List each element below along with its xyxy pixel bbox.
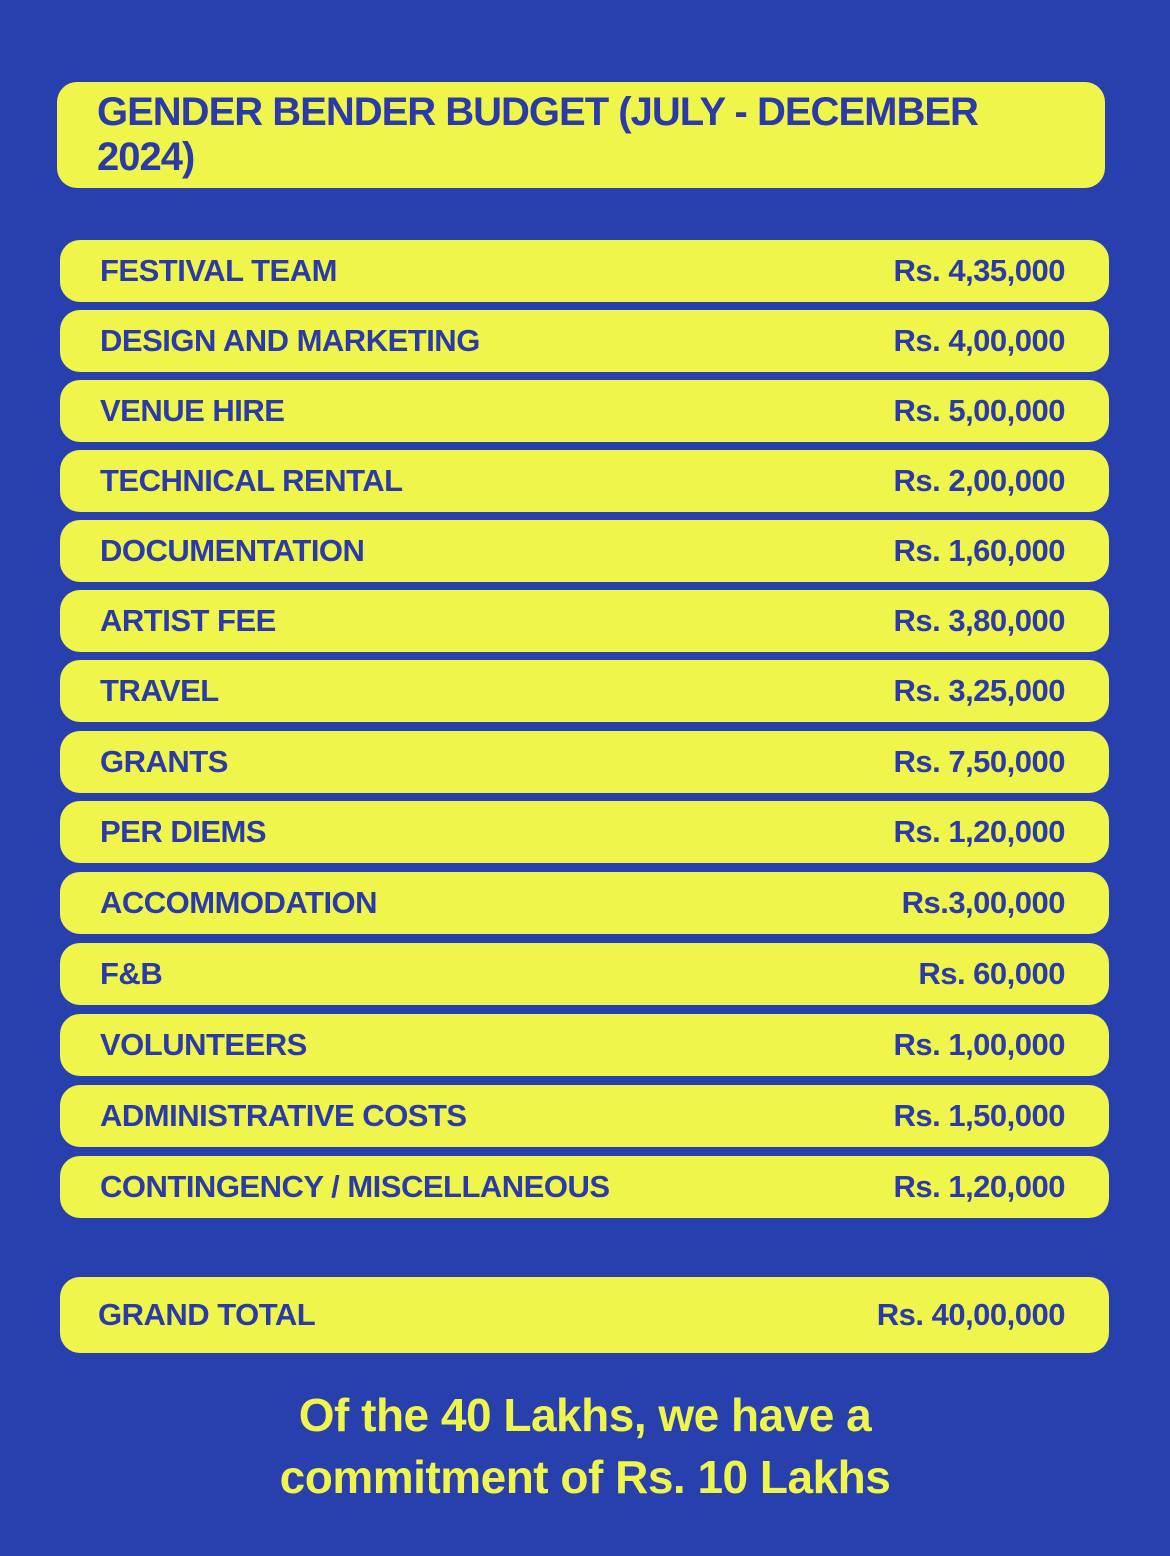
budget-row-technical-rental — [60, 450, 1109, 512]
budget-row-amount: Rs. 1,60,000 — [893, 533, 1065, 568]
budget-row-label: F&B — [100, 956, 163, 991]
budget-title-text: GENDER BENDER BUDGET (JULY - DECEMBER 2024) — [97, 90, 978, 179]
budget-row-amount: Rs. 1,00,000 — [893, 1027, 1065, 1062]
budget-row-amount: Rs. 5,00,000 — [893, 393, 1065, 428]
commitment-note-line1: Of the 40 Lakhs, we have a — [298, 1389, 872, 1441]
budget-row-label: FESTIVAL TEAM — [100, 253, 337, 288]
budget-row-artist-fee — [60, 590, 1109, 652]
budget-row-per-diems — [60, 801, 1109, 863]
budget-row-amount: Rs. 3,25,000 — [893, 673, 1065, 708]
budget-row-amount: Rs. 1,20,000 — [893, 1169, 1065, 1204]
budget-row-accommodation — [60, 872, 1109, 934]
budget-row-label: TECHNICAL RENTAL — [100, 463, 403, 498]
budget-row-label: CONTINGENCY / MISCELLANEOUS — [100, 1169, 610, 1204]
budget-row-amount: Rs. 3,80,000 — [893, 603, 1065, 638]
budget-row-volunteers — [60, 1014, 1109, 1076]
budget-row-grants — [60, 731, 1109, 793]
budget-row-amount: Rs. 1,20,000 — [893, 814, 1065, 849]
budget-row-travel — [60, 660, 1109, 722]
budget-row-f-and-b — [60, 943, 1109, 1005]
budget-row-label: VENUE HIRE — [100, 393, 285, 428]
grand-total-label: GRAND TOTAL — [98, 1297, 316, 1332]
budget-row-label: PER DIEMS — [100, 814, 267, 849]
budget-row-label: ARTIST FEE — [100, 603, 276, 638]
budget-row-amount: Rs. 4,00,000 — [893, 323, 1065, 358]
budget-row-amount: Rs. 60,000 — [918, 956, 1065, 991]
budget-row-label: ACCOMMODATION — [100, 885, 378, 920]
budget-row-label: VOLUNTEERS — [100, 1027, 307, 1062]
budget-row-label: GRANTS — [100, 744, 228, 779]
budget-title — [57, 82, 1105, 188]
grand-total-row — [60, 1277, 1109, 1353]
budget-row-amount: Rs. 2,00,000 — [893, 463, 1065, 498]
budget-row-label: TRAVEL — [100, 673, 219, 708]
budget-row-label: ADMINISTRATIVE COSTS — [100, 1098, 467, 1133]
budget-row-venue-hire — [60, 380, 1109, 442]
budget-row-administrative-costs — [60, 1085, 1109, 1147]
budget-row-festival-team — [60, 240, 1109, 302]
budget-row-amount: Rs.3,00,000 — [901, 885, 1065, 920]
commitment-note-line2: commitment of Rs. 10 Lakhs — [279, 1451, 891, 1503]
budget-row-design-and-marketing — [60, 310, 1109, 372]
budget-row-amount: Rs. 7,50,000 — [893, 744, 1065, 779]
budget-row-amount: Rs. 4,35,000 — [893, 253, 1065, 288]
grand-total-amount: Rs. 40,00,000 — [876, 1297, 1065, 1332]
budget-row-amount: Rs. 1,50,000 — [893, 1098, 1065, 1133]
budget-row-label: DESIGN AND MARKETING — [100, 323, 480, 358]
budget-row-contingency-miscellaneous — [60, 1156, 1109, 1218]
commitment-note — [0, 1384, 1170, 1508]
budget-row-label: DOCUMENTATION — [100, 533, 365, 568]
budget-row-documentation — [60, 520, 1109, 582]
